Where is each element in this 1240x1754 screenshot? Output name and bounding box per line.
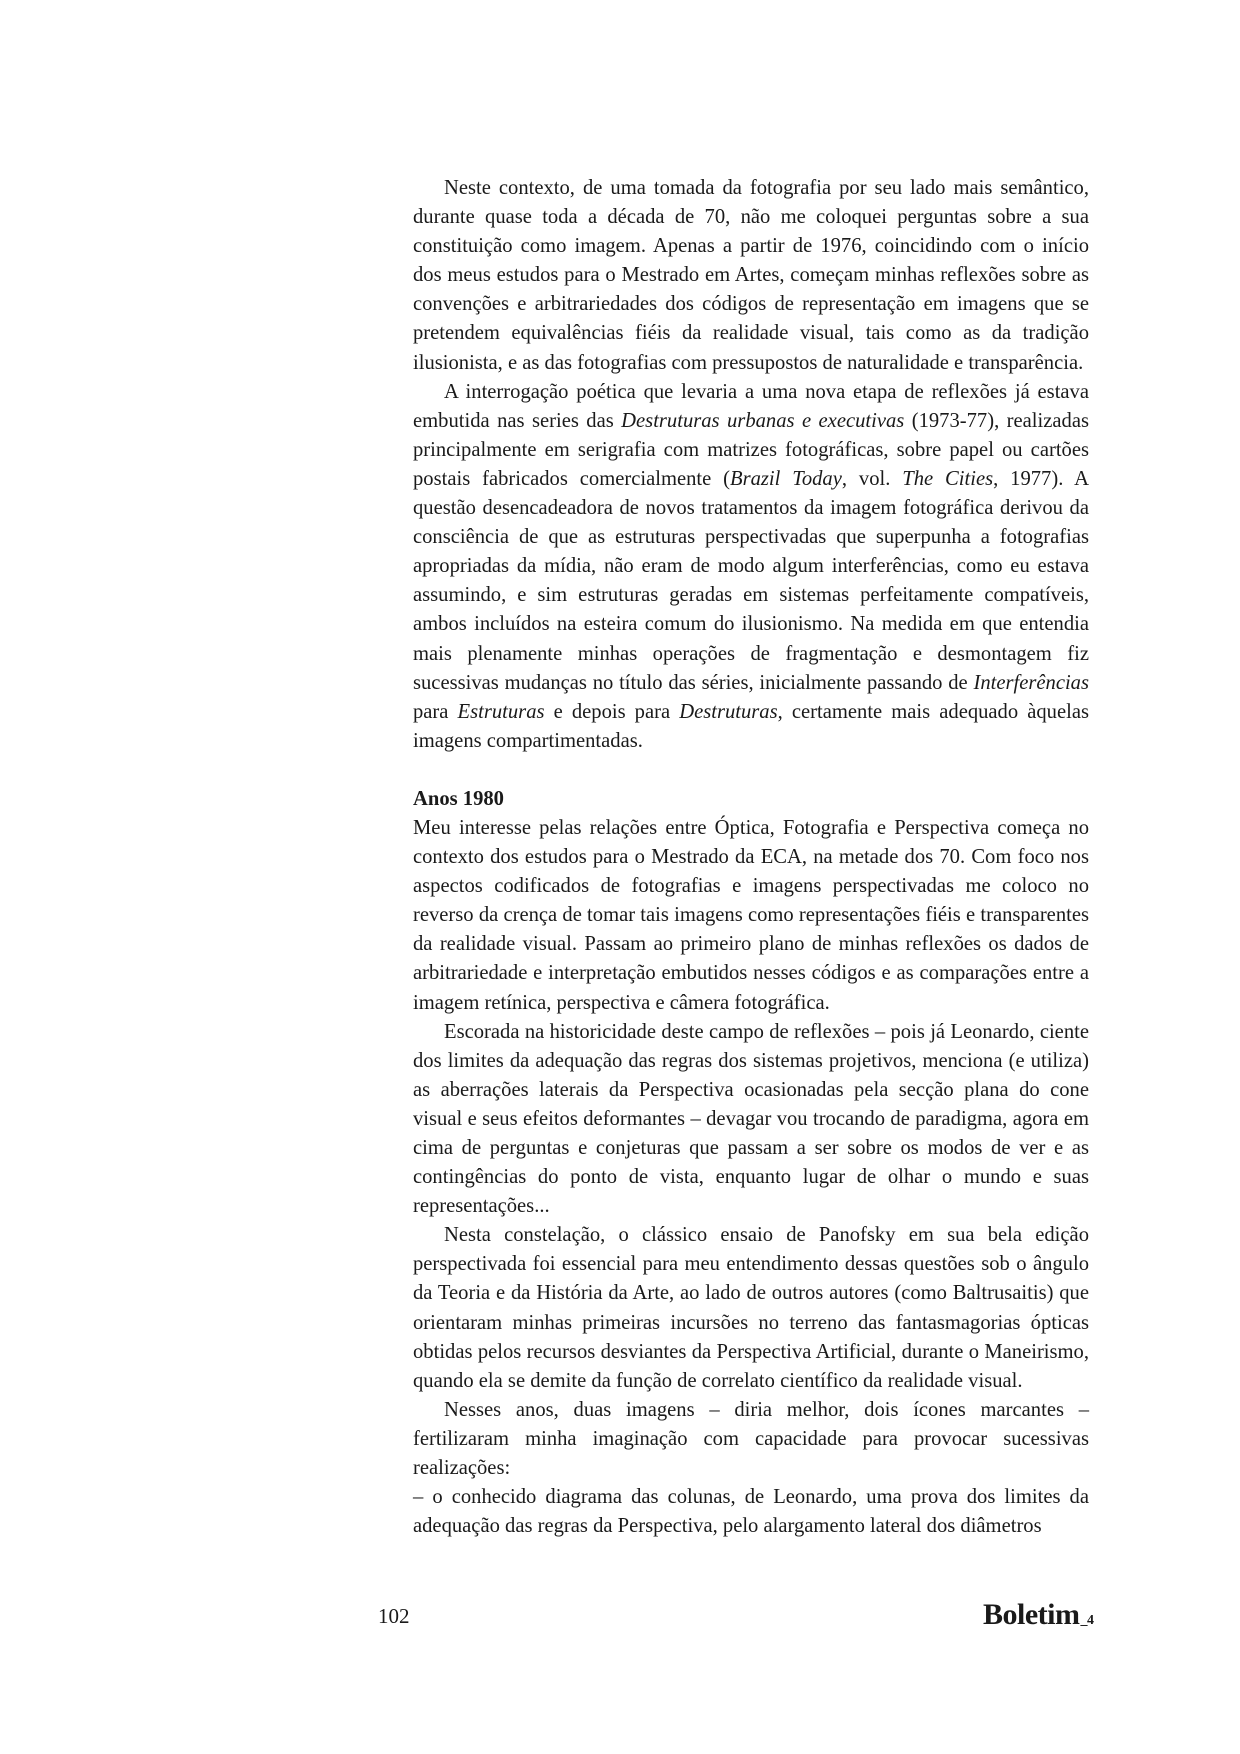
page-number: 102: [378, 1604, 410, 1628]
title-estruturas: Estruturas: [457, 700, 545, 723]
body-text: [413, 174, 1089, 1541]
text-run: , vol.: [841, 467, 903, 490]
paragraph-5: Nesta constelação, o clássico ensaio de Panofsky em sua bela edição perspectivada foi essencial para meu entendimento dessas questões sob o ângulo da Teoria e da História da Arte, ao lado de outros autores (como Baltrusaitis) que orientaram minhas primeiras incursões no terreno das fantasmagorias ópticas obtidas pelos recursos desviantes da Perspectiva Artificial, durante o Maneirismo, quando ela se demite da função de correlato científico da realidade visual.: [413, 1224, 1089, 1392]
series-title-destruturas-urbanas: Destruturas urbanas e executivas: [621, 409, 905, 432]
paragraph-3: Meu interesse pelas relações entre Óptica, Fotografia e Perspectiva começa no contexto dos estudos para o Mestrado da ECA, na metade dos 70. Com foco nos aspectos codificados de fotografias e imagens perspectivadas me coloco no reverso da crença de tomar tais imagens como representações fiéis e transparentes da realidade visual. Passam ao primeiro plano de minhas reflexões os dados de arbitrariedade e interpretação embutidos nesses códigos e as comparações entre a imagem retínica, perspectiva e câmera fotográfica.: [413, 816, 1089, 1014]
text-run: (1973-77), realizadas principalmente em serigrafia com matrizes fotográficas, sobre papel ou cartões postais fabricados comercialmente (: [413, 409, 1089, 490]
journal-issue: _4: [1080, 1613, 1094, 1628]
paragraph-2: [413, 378, 1089, 756]
paragraph-6: Nesses anos, duas imagens – diria melhor, dois ícones marcantes – fertilizaram minha imaginação com capacidade para provocar sucessivas realizações:: [413, 1398, 1089, 1480]
paragraph-1: Neste contexto, de uma tomada da fotografia por seu lado mais semântico, durante quase toda a década de 70, não me coloquei perguntas sobre a sua constituição como imagem. Apenas a partir de 1976, coincidindo com o início dos meus estudos para o Mestrado em Artes, começam minhas reflexões sobre as convenções e arbitrariedades dos códigos de representação em imagens que se pretendem equivalências fiéis da realidade visual, tais como as da tradição ilusionista, e as das fotografias com pressupostos de naturalidade e transparência.: [413, 177, 1089, 374]
paragraph-4: Escorada na historicidade deste campo de reflexões – pois já Leonardo, ciente dos limites da adequação das regras dos sistemas projetivos, menciona (e utiliza) as aberrações laterais da Perspectiva ocasionadas pela secção plana do cone visual e seus efeitos deformantes – devagar vou trocando de paradigma, agora em cima de perguntas e conjeturas que passam a ser sobre os modos de ver e as contingências do ponto de vista, enquanto lugar de olhar o mundo e suas representações...: [413, 1020, 1089, 1218]
title-interferencias: Interferências: [973, 671, 1089, 694]
text-run: , 1977). A questão desencadeadora de novos tratamentos da imagem fotográfica derivou da consciência de que as estruturas perspectivadas que superpunha a fotografias apropriadas da mídia, não eram de modo algum interferências, como eu estava assumindo, e sim estruturas geradas em sistemas perfeitamente compatíveis, ambos incluídos na esteira comum do ilusionismo. Na medida em que entendia mais plenamente minhas operações de fragmentação e desmontagem fiz sucessivas mudanças no título das séries, inicialmente passando de: [413, 467, 1089, 694]
text-run: e depois para: [544, 700, 680, 723]
title-destruturas: Destruturas: [679, 700, 778, 723]
title-the-cities: The Cities: [902, 467, 994, 490]
journal-logo: [983, 1598, 1093, 1638]
text-run: , certamente mais adequado àquelas imagens compartimentadas.: [413, 700, 1089, 752]
list-item-leonardo-diagram: – o conhecido diagrama das colunas, de Leonardo, uma prova dos limites da adequação das regras da Perspectiva, pelo alargamento lateral dos diâmetros: [413, 1486, 1089, 1538]
text-run: A interrogação poética que levaria a uma nova etapa de reflexões já estava embutida nas series das: [413, 380, 1089, 432]
title-brazil-today: Brazil Today: [730, 467, 842, 490]
section-heading: Anos 1980: [413, 787, 504, 810]
journal-name: Boletim: [983, 1598, 1080, 1631]
text-run: para: [413, 700, 458, 723]
